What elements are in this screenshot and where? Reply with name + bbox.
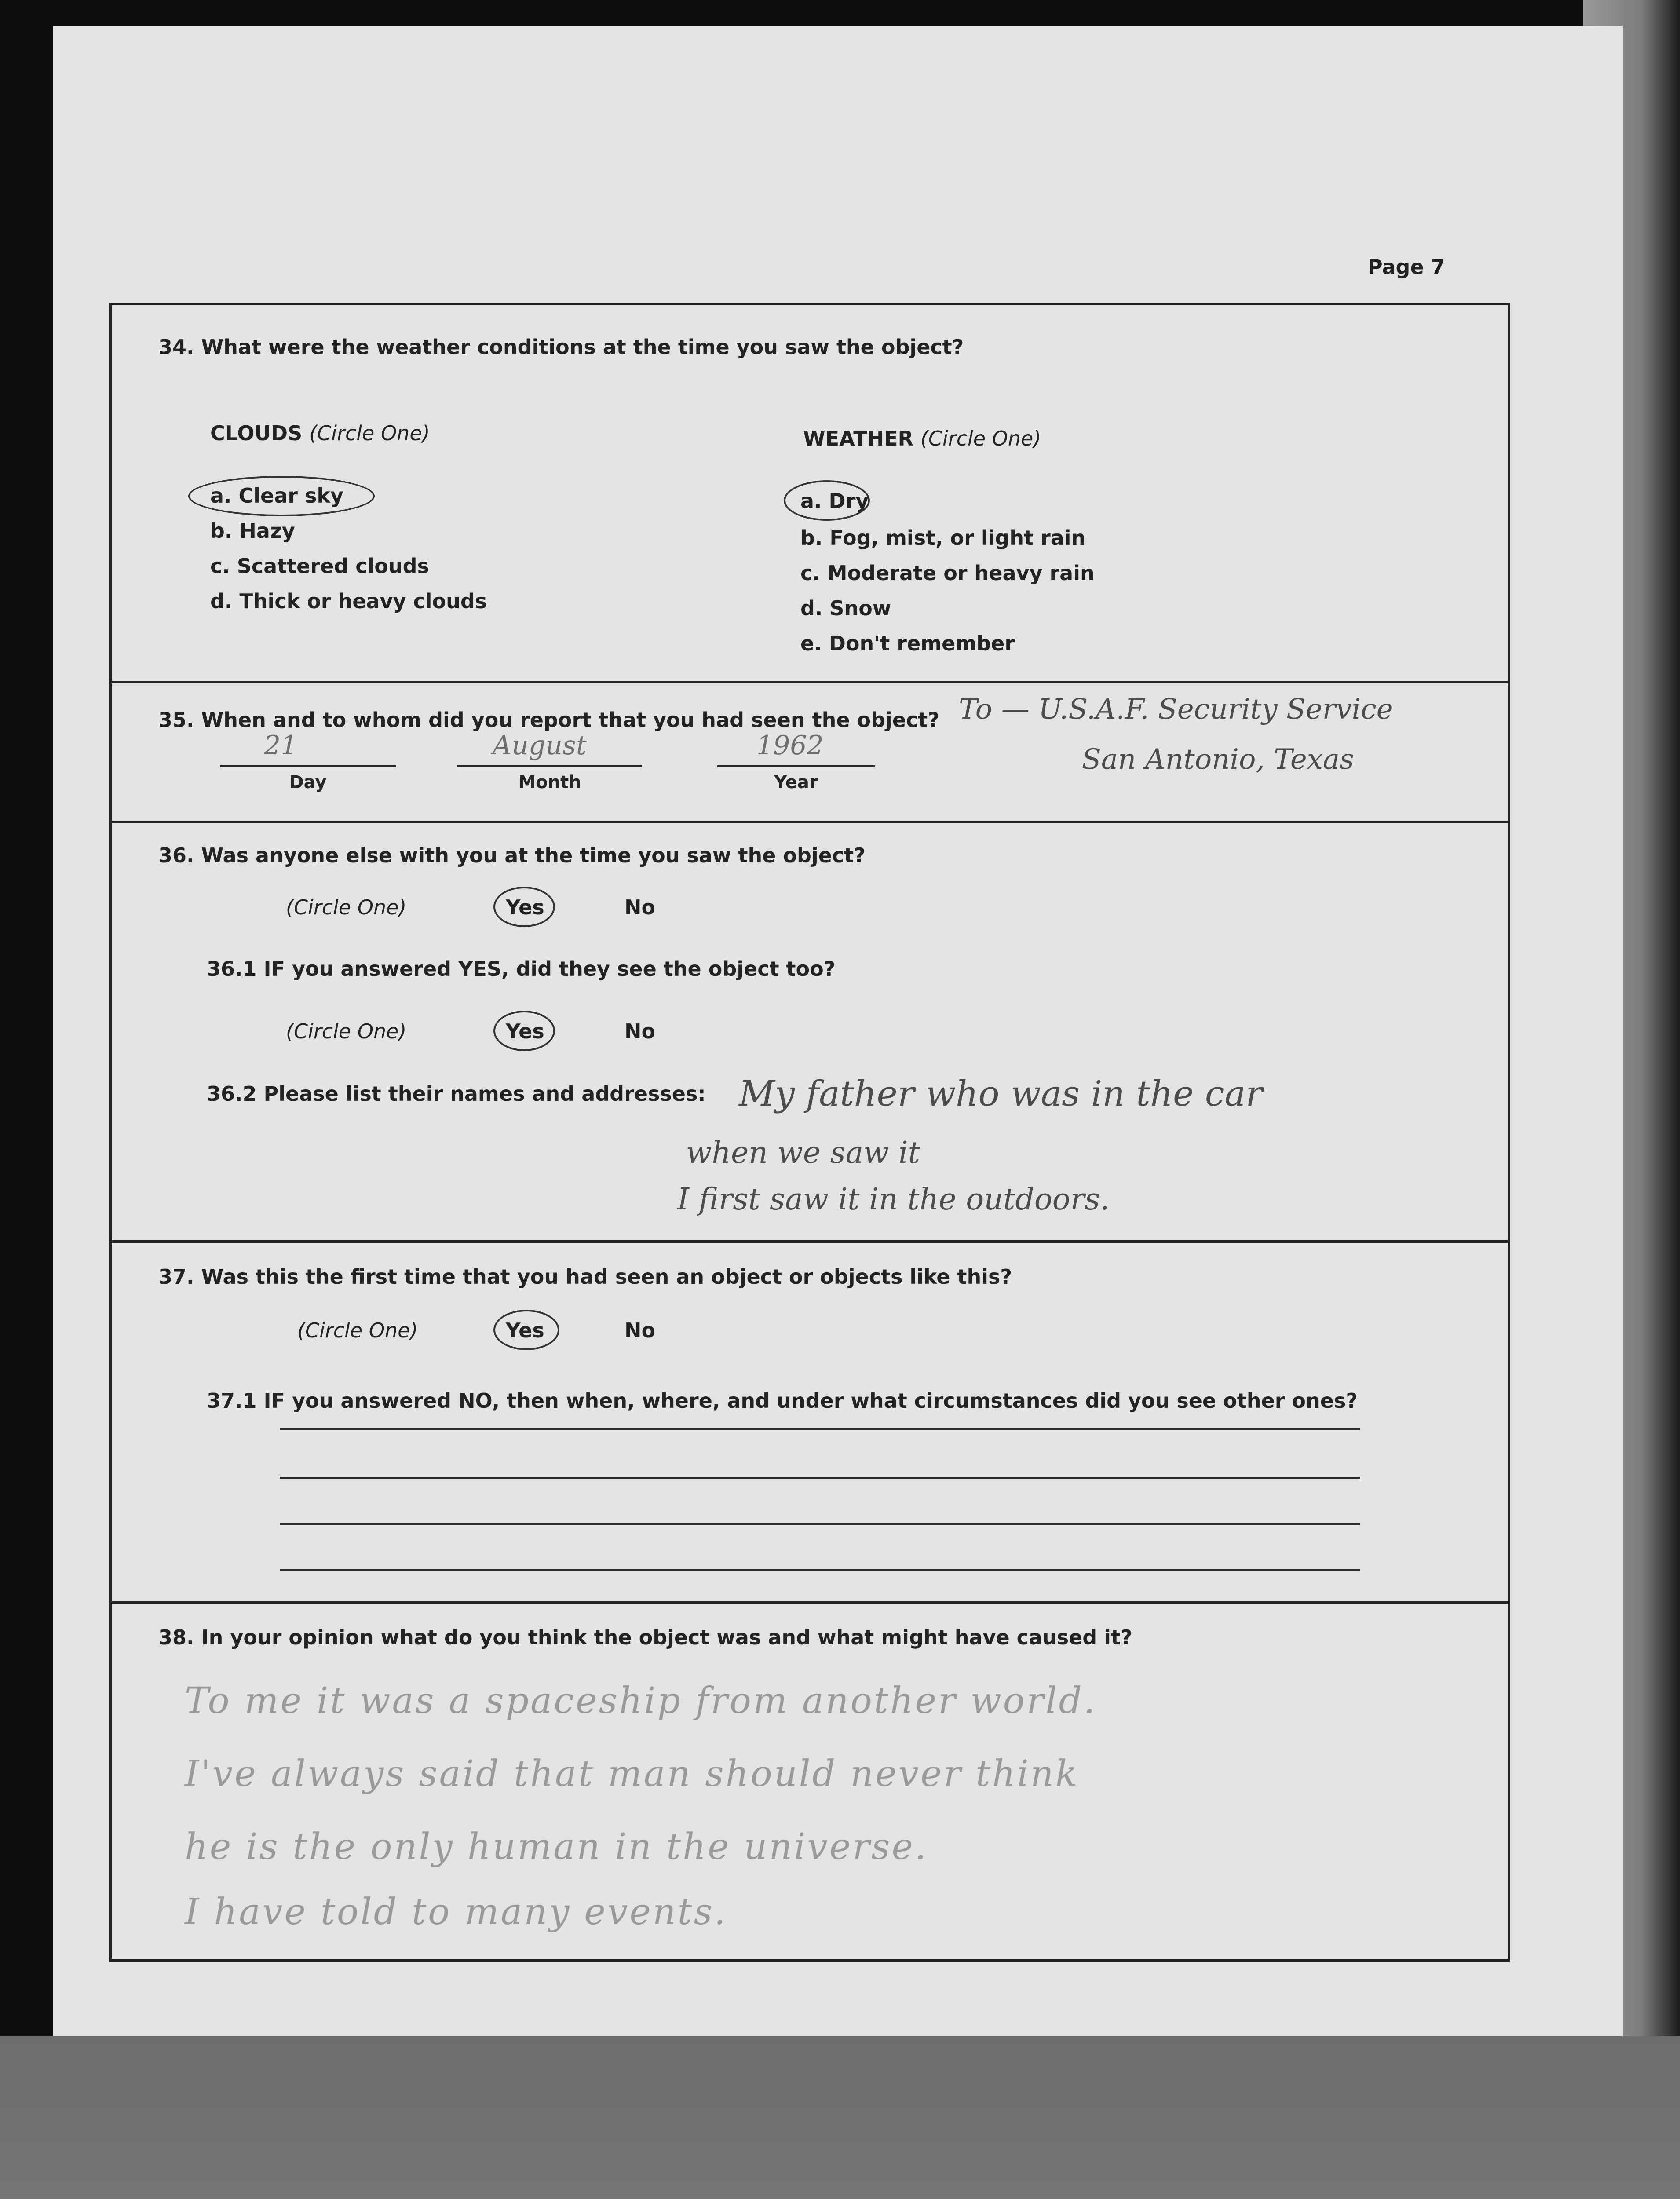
month-label: Month [518,772,581,793]
clouds-option-b: b. Hazy [210,519,295,543]
clouds-header-group [210,421,430,445]
report-recipient-line2: San Antonio, Texas [1082,743,1354,776]
companions-answer-line3: I first saw it in the outdoors. [677,1182,1110,1217]
q37-yes-circle [493,1310,559,1350]
weather-option-b: b. Fog, mist, or light rain [800,526,1086,550]
clouds-header: CLOUDS [210,421,303,445]
q361-circle-one: (Circle One) [286,1019,407,1043]
companions-answer-line1: My father who was in the car [739,1073,1263,1114]
question-36-1: 36.1 IF you answered YES, did they see the object too? [207,957,836,981]
question-34: 34. What were the weather conditions at the time you saw the object? [158,335,964,359]
clouds-circle-one: (Circle One) [309,421,430,445]
companions-answer-line2: when we saw it [686,1136,920,1170]
day-line [220,765,396,767]
report-year-answer: 1962 [756,730,824,761]
weather-option-e: e. Don't remember [800,632,1015,655]
report-day-answer: 21 [264,730,298,761]
question-36: 36. Was anyone else with you at the time you saw the object? [158,844,866,867]
question-37: 37. Was this the first time that you had seen an object or objects like this? [158,1265,1012,1289]
opinion-answer-line1: To me it was a spaceship from another world. [185,1680,1097,1722]
section-divider [109,1240,1510,1243]
answer-blank-line [280,1523,1360,1525]
report-month-answer: August [493,730,587,761]
weather-option-a: a. Dry [800,489,869,513]
q36-yes-circle [493,887,555,927]
answer-blank-line [280,1477,1360,1479]
q36-no: No [625,895,656,919]
question-36-2: 36.2 Please list their names and addresses: [207,1082,706,1106]
question-38: 38. In your opinion what do you think the object was and what might have caused it? [158,1626,1132,1649]
clouds-option-d: d. Thick or heavy clouds [210,589,487,613]
report-recipient-line1: To — U.S.A.F. Security Service [959,693,1393,726]
month-line [457,765,642,767]
clouds-answer-circle [188,476,375,516]
weather-option-c: c. Moderate or heavy rain [800,561,1095,585]
section-divider [109,681,1510,683]
year-line [717,765,875,767]
question-37-1: 37.1 IF you answered NO, then when, where, and under what circumstances did you see other ones? [207,1389,1358,1413]
q361-yes-circle [493,1011,555,1051]
question-35: 35. When and to whom did you report that you had seen the object? [158,708,939,732]
opinion-answer-line4: I have told to many events. [185,1891,727,1933]
weather-option-d: d. Snow [800,596,891,620]
section-divider [109,1601,1510,1604]
opinion-answer-line2: I've always said that man should never think [185,1753,1079,1795]
q36-yes: Yes [506,895,544,919]
q37-yes: Yes [506,1319,544,1342]
day-label: Day [289,772,327,793]
page-number: Page 7 [1368,255,1445,279]
weather-header-group [803,427,1041,450]
q361-no: No [625,1019,656,1043]
answer-blank-line [280,1569,1360,1571]
film-background-lower [0,2036,1680,2199]
q36-circle-one: (Circle One) [286,895,407,919]
weather-answer-circle [784,480,870,521]
q361-yes: Yes [506,1019,544,1043]
q37-circle-one: (Circle One) [297,1319,418,1342]
year-label: Year [774,772,818,793]
q37-no: No [625,1319,656,1342]
clouds-option-c: c. Scattered clouds [210,554,429,578]
weather-header: WEATHER [803,427,913,450]
section-divider [109,821,1510,823]
answer-blank-line [280,1428,1360,1430]
clouds-option-a: a. Clear sky [210,484,343,508]
weather-circle-one: (Circle One) [920,427,1041,450]
opinion-answer-line3: he is the only human in the universe. [185,1826,928,1868]
